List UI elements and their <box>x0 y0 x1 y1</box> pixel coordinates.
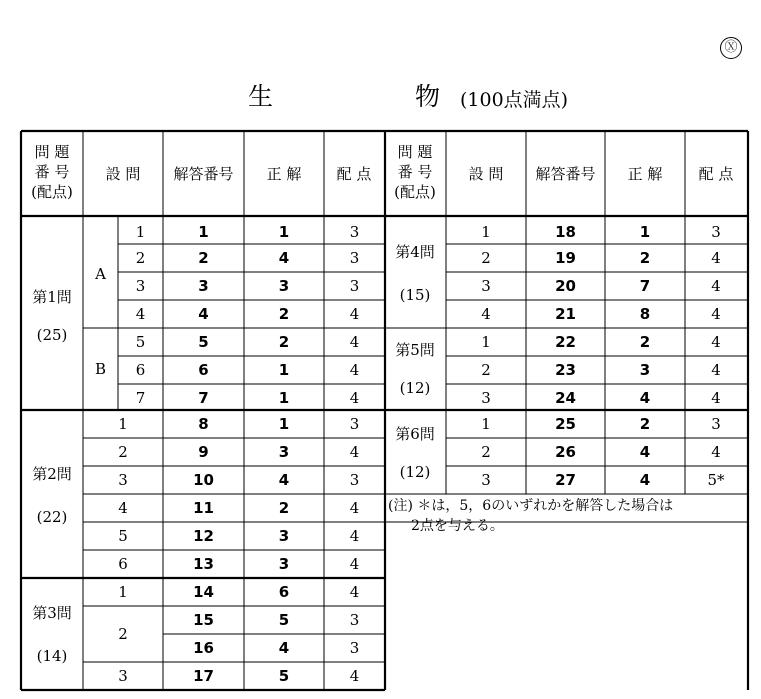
answer-number-cell: 22 <box>555 333 576 351</box>
correct-answer-cell: 1 <box>278 361 290 379</box>
q2-points: (22) <box>36 508 68 526</box>
q5-label: 第5問 <box>395 341 435 359</box>
correct-answer-cell: 2 <box>639 249 651 267</box>
subquestion-cell: 6 <box>135 361 146 379</box>
answer-number-cell: 8 <box>198 415 209 433</box>
score-cell: 5* <box>707 471 725 489</box>
q2-label: 第2問 <box>32 465 72 483</box>
subject-title-char2: 物 <box>415 82 441 111</box>
answer-number-cell: 19 <box>555 249 576 267</box>
answer-number-cell: 17 <box>193 667 214 685</box>
subquestion-cell: 1 <box>481 223 491 241</box>
correct-answer-cell: 4 <box>639 389 651 407</box>
header-question-line2: 番 号 <box>34 163 70 181</box>
correct-answer-cell: 3 <box>278 555 290 573</box>
answer-number-cell: 9 <box>198 443 209 461</box>
answer-number-cell: 23 <box>555 361 576 379</box>
total-points: (100点満点) <box>460 89 569 111</box>
score-cell: 4 <box>711 249 721 267</box>
subquestion-cell: 5 <box>118 527 128 545</box>
correct-answer-cell: 7 <box>639 277 651 295</box>
correct-answer-cell: 4 <box>278 471 290 489</box>
header-subquestion-right: 設 問 <box>468 165 504 183</box>
q4-points: (15) <box>399 286 431 304</box>
subquestion-cell: 2 <box>481 443 491 461</box>
answer-number-cell: 26 <box>555 443 576 461</box>
answer-number-cell: 16 <box>193 639 214 657</box>
subquestion-cell: 3 <box>135 277 146 295</box>
q1-label: 第1問 <box>32 288 72 306</box>
answer-number-cell: 24 <box>555 389 576 407</box>
subquestion-cell: 2 <box>118 443 128 461</box>
subquestion-cell: 1 <box>481 333 491 351</box>
q6-points: (12) <box>399 463 431 481</box>
subquestion-cell: 5 <box>135 333 146 351</box>
q6-label: 第6問 <box>395 425 435 443</box>
q1-points: (25) <box>36 326 68 344</box>
correct-answer-cell: 2 <box>278 333 290 351</box>
subquestion-cell: 2 <box>481 249 491 267</box>
subquestion-cell: 3 <box>118 667 128 685</box>
answer-number-cell: 11 <box>193 499 214 517</box>
score-cell: 4 <box>349 555 360 573</box>
score-cell: 4 <box>349 527 360 545</box>
note-line2: 2点を与える。 <box>411 518 504 534</box>
subquestion-cell: 3 <box>481 471 491 489</box>
header-subquestion: 設 問 <box>105 165 141 183</box>
correct-answer-cell: 5 <box>278 667 290 685</box>
subquestion-cell: 2 <box>481 361 491 379</box>
score-cell: 4 <box>711 389 721 407</box>
answer-number-cell: 4 <box>198 305 209 323</box>
score-cell: 4 <box>711 333 721 351</box>
answer-number-cell: 7 <box>198 389 209 407</box>
answer-number-cell: 25 <box>555 415 576 433</box>
score-cell: 4 <box>349 583 360 601</box>
subquestion-cell: 1 <box>118 415 128 433</box>
correct-answer-cell: 1 <box>278 389 290 407</box>
answer-number-cell: 14 <box>193 583 214 601</box>
header-question-line2-right: 番 号 <box>397 163 433 181</box>
score-cell: 4 <box>349 667 360 685</box>
score-cell: 4 <box>711 361 721 379</box>
subquestion-cell: 4 <box>118 499 128 517</box>
answer-number-cell: 12 <box>193 527 214 545</box>
correct-answer-cell: 3 <box>278 443 290 461</box>
q3-subquestion-2: 2 <box>118 625 128 643</box>
score-cell: 3 <box>349 223 360 241</box>
header-question-line1-right: 問 題 <box>397 143 433 161</box>
subquestion-cell: 4 <box>135 305 146 323</box>
answer-number-cell: 27 <box>555 471 576 489</box>
answer-number-cell: 20 <box>555 277 576 295</box>
answer-number-cell: 13 <box>193 555 214 573</box>
score-cell: 3 <box>349 277 360 295</box>
note-line1: (注) ＊は，5，6のいずれかを解答した場合は <box>388 498 674 514</box>
score-cell: 3 <box>349 639 360 657</box>
score-cell: 3 <box>349 471 360 489</box>
header-answer-number: 解答番号 <box>173 165 234 183</box>
score-cell: 4 <box>349 443 360 461</box>
answer-number-cell: 15 <box>193 611 214 629</box>
q3-points: (14) <box>36 647 68 665</box>
subquestion-cell: 4 <box>481 305 491 323</box>
score-cell: 4 <box>349 305 360 323</box>
answer-number-cell: 18 <box>555 223 576 241</box>
correct-answer-cell: 3 <box>278 527 290 545</box>
correct-answer-cell: 4 <box>639 471 651 489</box>
correct-answer-cell: 3 <box>278 277 290 295</box>
score-cell: 3 <box>711 415 721 433</box>
subquestion-cell: 1 <box>118 583 128 601</box>
correct-answer-cell: 2 <box>639 333 651 351</box>
correct-answer-cell: 1 <box>278 415 290 433</box>
correct-answer-cell: 5 <box>278 611 290 629</box>
score-cell: 4 <box>349 333 360 351</box>
header-question-line3: (配点) <box>31 183 73 201</box>
subject-title-char1: 生 <box>248 82 274 111</box>
subquestion-cell: 3 <box>118 471 128 489</box>
score-cell: 4 <box>711 277 721 295</box>
answer-number-cell: 10 <box>193 471 214 489</box>
answer-number-cell: 6 <box>198 361 209 379</box>
score-cell: 4 <box>711 443 721 461</box>
correct-answer-cell: 8 <box>639 305 651 323</box>
score-cell: 3 <box>349 611 360 629</box>
subquestion-cell: 2 <box>135 249 146 267</box>
header-correct-answer: 正 解 <box>266 165 302 183</box>
score-cell: 3 <box>711 223 721 241</box>
score-cell: 4 <box>349 499 360 517</box>
subquestion-cell: 3 <box>481 389 491 407</box>
answer-number-cell: 3 <box>198 277 209 295</box>
q1-part-a: A <box>95 265 106 283</box>
correct-answer-cell: 1 <box>278 223 290 241</box>
q1-part-b: B <box>94 360 107 378</box>
subquestion-cell: 6 <box>118 555 128 573</box>
correct-answer-cell: 3 <box>639 361 651 379</box>
correct-answer-cell: 4 <box>278 249 290 267</box>
exam-version-mark: Ⓧ <box>720 37 742 59</box>
answer-number-cell: 5 <box>198 333 209 351</box>
answer-number-cell: 21 <box>555 305 576 323</box>
subquestion-cell: 3 <box>481 277 491 295</box>
score-cell: 4 <box>349 389 360 407</box>
score-cell: 4 <box>711 305 721 323</box>
correct-answer-cell: 1 <box>639 223 651 241</box>
correct-answer-cell: 6 <box>278 583 290 601</box>
header-score: 配 点 <box>336 165 372 183</box>
q3-label: 第3問 <box>32 604 72 622</box>
answer-number-cell: 1 <box>198 223 209 241</box>
score-cell: 3 <box>349 415 360 433</box>
answer-number-cell: 2 <box>198 249 209 267</box>
correct-answer-cell: 2 <box>278 305 290 323</box>
header-correct-answer-right: 正 解 <box>627 165 663 183</box>
header-question-line3-right: (配点) <box>394 183 436 201</box>
subquestion-cell: 1 <box>481 415 491 433</box>
correct-answer-cell: 2 <box>639 415 651 433</box>
header-question-line1: 問 題 <box>34 143 70 161</box>
subquestion-cell: 7 <box>135 389 146 407</box>
subquestion-cell: 1 <box>135 223 146 241</box>
correct-answer-cell: 2 <box>278 499 290 517</box>
header-score-right: 配 点 <box>698 165 734 183</box>
q4-label: 第4問 <box>395 243 435 261</box>
score-cell: 4 <box>349 361 360 379</box>
score-cell: 3 <box>349 249 360 267</box>
header-answer-number-right: 解答番号 <box>535 165 596 183</box>
correct-answer-cell: 4 <box>278 639 290 657</box>
q5-points: (12) <box>399 379 431 397</box>
correct-answer-cell: 4 <box>639 443 651 461</box>
